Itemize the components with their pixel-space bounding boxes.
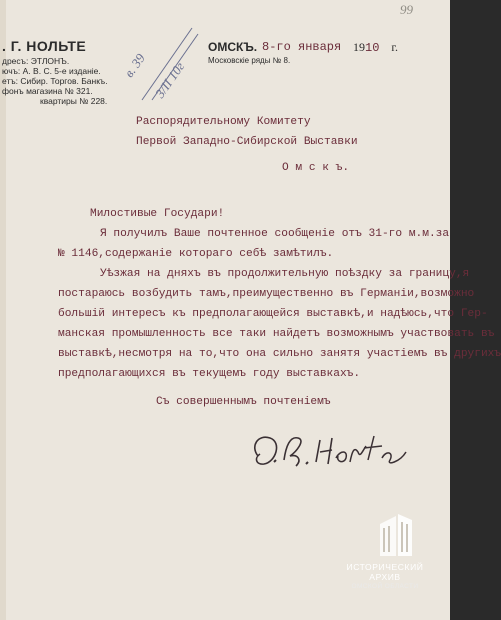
handwritten-signature: [240, 422, 410, 482]
watermark-line-3: ОМСКОЙ ОБЛАСТИ: [351, 583, 419, 590]
body-line: постараюсь возбудить тамъ,преимущественно въ Германіи,возможно: [58, 288, 475, 300]
letterhead-address: Московскіе ряды № 8.: [208, 56, 291, 65]
info-line: квартиры № 228.: [40, 96, 108, 106]
letter-year: [353, 40, 398, 55]
body-line: большій интересъ къ предполагающейся выставкѣ,и надѣюсь,что Гер-: [58, 308, 488, 320]
letterhead-info: [2, 56, 108, 106]
handwritten-registration: в. 39: [121, 50, 148, 81]
body-line: предполагающихся въ текущемъ году выставкахъ.: [58, 368, 361, 380]
letterhead-city: ОМСКЪ.: [208, 40, 258, 54]
year-suffix: г.: [391, 40, 398, 54]
handwritten-registration-date: 3/II 10г: [152, 59, 188, 101]
info-line: ючъ: А. В. С. 5-е изданіе.: [2, 66, 101, 76]
year-written: 10: [365, 41, 380, 55]
body-line: Уѣзжая на дняхъ въ продолжительную поѣздку за границу,я: [100, 268, 470, 280]
body-line: манская промышленность все таки найдетъ возможнымъ участвовать въ: [58, 328, 495, 340]
closing: Съ совершеннымъ почтеніемъ: [156, 396, 331, 408]
watermark-line-2: АРХИВ: [369, 572, 401, 582]
info-line: фонъ магазина № 321.: [2, 86, 93, 96]
body-line: № 1146,содержаніе котораго себѣ замѣтилъ.: [58, 248, 334, 260]
watermark-line-1: ИСТОРИЧЕСКИЙ: [346, 562, 424, 572]
addressee-city: О м с к ъ.: [282, 162, 350, 174]
letter-date: 8-го января: [262, 40, 342, 54]
archive-watermark: [322, 562, 448, 591]
addressee-line-2: Первой Западно-Сибирской Выставки: [136, 136, 358, 148]
body-line: выставкѣ,несмотря на то,что она сильно занятя участіемъ въ другихъ: [58, 348, 501, 360]
body-line: Я получилъ Ваше почтенное сообщеніе отъ 31-го м.м.за: [100, 228, 450, 240]
archive-page-number: 99: [400, 2, 413, 17]
addressee-line-1: Распорядительному Комитету: [136, 116, 311, 128]
info-line: етъ: Сибир. Торгов. Банкъ.: [2, 76, 108, 86]
company-name: . Г. НОЛЬТЕ: [2, 38, 87, 54]
salutation: Милостивые Государи!: [90, 208, 225, 220]
info-line: дресъ: ЭТЛОНЪ.: [2, 56, 70, 66]
year-printed: 19: [353, 40, 365, 54]
